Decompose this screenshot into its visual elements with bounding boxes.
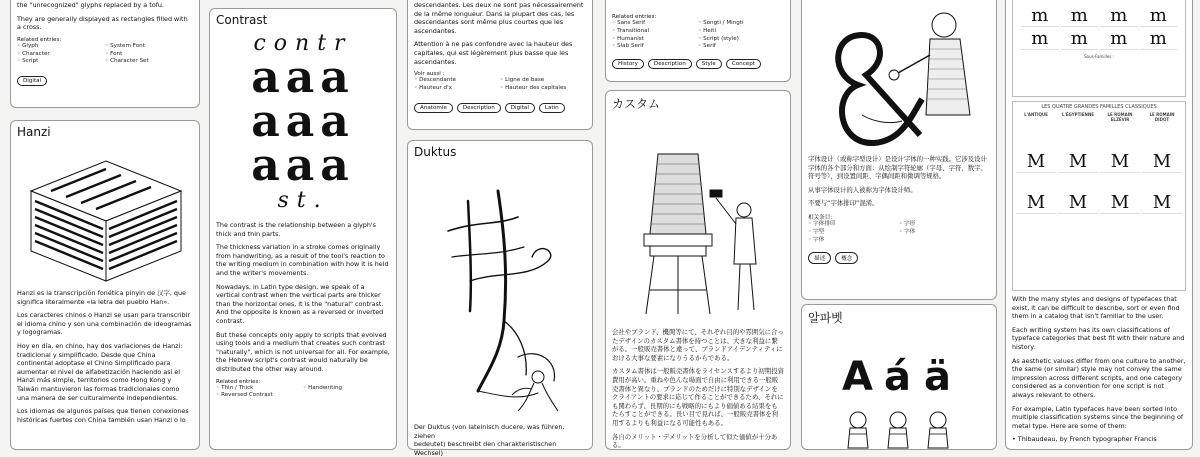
card-duktus[interactable] [407, 140, 593, 457]
text-line: the "unrecognized" glyphs replaced by a tofu. [17, 1, 164, 9]
catalog-head: L'ANTIQUE [1024, 112, 1048, 117]
card-contrast[interactable] [209, 8, 397, 450]
custom-illustration [606, 114, 790, 322]
paragraph: カスタム書体は一般販売書体をライセンスするより初期投資費用が高い。重ねや色んな場面で自由に利用できる一般販売書体と異なり、ブランドのためだけに特別なデザインをクライアントの要求に応じて作ることができるため、それにも関わらず、長期的にも戦略的にもより価値ある結果をもたらすことができる。長い目で見れば、一般販売書体を利用するよりも利益になる可能性もある。 [612, 367, 784, 427]
illus-row: aaa [251, 96, 355, 147]
card-classification-en[interactable] [1005, 0, 1193, 450]
card-glyph-tofu[interactable] [10, 0, 200, 108]
tag-digital[interactable]: Digital [17, 76, 47, 86]
catalog-head: LE ROMAIN DIDOT [1149, 112, 1175, 122]
duktus-illustration [408, 161, 592, 423]
tag-style[interactable]: Style [696, 59, 722, 69]
related-link[interactable]: ◦ Descendante [414, 77, 500, 85]
card-title: 알파벳 [808, 311, 843, 325]
related-link[interactable]: ◦ 字形 [899, 221, 990, 229]
card-title: カスタム [612, 97, 661, 111]
catalog-letter: M [1100, 152, 1140, 173]
paragraph: The thickness variation in a stroke comes originally from handwriting, as a result of the tool's reaction to the writing medium in combination with how it is held and the writer's movements. [216, 243, 389, 277]
catalog-letter: M [1016, 152, 1056, 173]
svg-text:A: A [842, 354, 873, 400]
related-link[interactable]: ◦ Thin / Thick [216, 385, 303, 393]
related-link[interactable]: ◦ Font [105, 51, 193, 59]
related-link[interactable]: ◦ Reversed Contrast [216, 392, 303, 400]
paragraph: Hoy en día, en chino, hay dos variaciones de Hanzi: tradicional y simplificado. Desde que China continental adoptase el Chino Simplificado para aumentar el nivel de alfabetización haciendo así el Hanzi más simple, territorios como Hong Kong y Taiwán mantuvieron las formas tradicionales como una manera de ser culturalmente independientes. [17, 341, 183, 402]
card-custom[interactable] [605, 90, 791, 450]
paragraph: The contrast is the relationship between a glyph's thick and thin parts. [216, 221, 376, 238]
tag-description[interactable]: Description [648, 59, 692, 69]
related-label: 相关条目： [808, 214, 836, 221]
paragraph: descendantes. Les deux ne sont pas nécessairement de la même longueur. Dans la plupart des cas, les descendantes sont même plus courtes que les ascendantes. [414, 1, 584, 35]
related-link[interactable]: ◦ Serif [698, 43, 784, 51]
related-link[interactable]: ◦ Slab Serif [612, 43, 698, 51]
tag-concept[interactable]: 概念 [835, 252, 858, 264]
related-list [408, 77, 592, 93]
related-link[interactable]: ◦ Heiti [698, 28, 784, 36]
illus-word: contr [253, 31, 353, 56]
text-line: bedeutet) beschreibt den charakteristischen Wechsel) [414, 440, 557, 457]
catalog-head: L'ÉGYPTIENNE [1062, 112, 1094, 117]
paragraph: For example, Latin typefaces have been sorted into multiple classification systems since the beginning of metal type. Here are some of them: [1012, 404, 1184, 430]
catalog-letter: M [1142, 193, 1182, 214]
paragraph: Attention à ne pas confondre avec la hauteur des capitales, qui est légèrement plus basse que les ascendantes. [414, 40, 573, 66]
related-link[interactable]: ◦ Script (style) [698, 36, 784, 44]
tag-description[interactable]: Description [457, 103, 501, 113]
paragraph: 不要与“字体排印”混淆。 [808, 199, 879, 208]
related-link[interactable]: ◦ Handwriting [303, 385, 390, 393]
related-link[interactable]: ◦ Glyph [17, 43, 105, 51]
tag-digital[interactable]: Digital [505, 103, 535, 113]
catalog-letter: m [1100, 6, 1138, 27]
related-link[interactable]: ◦ 字型 [808, 229, 899, 237]
card-classification[interactable] [605, 0, 791, 82]
paragraph: Los idiomas de algunos países que tienen conexiones históricas fuertes con China también usan Hanzi o lo [17, 407, 189, 424]
card-alphabet-ko[interactable] [801, 304, 997, 450]
catalog-letter: m [1061, 29, 1099, 50]
catalog-sub-label: Sous-Familles : [1084, 54, 1114, 59]
catalog-letter: M [1016, 193, 1056, 214]
related-label: Related entries: [612, 14, 657, 20]
related-link[interactable]: ◦ Hauteur d'x [414, 85, 500, 93]
catalog-letter: m [1021, 29, 1059, 50]
catalog-letter: M [1058, 193, 1098, 214]
catalog-head: LE ROMAIN ELZÉVIR [1107, 112, 1133, 122]
illus-row: aaa [251, 52, 355, 103]
tag-latin[interactable]: Latin [539, 103, 565, 113]
related-label: Related entries: [17, 36, 62, 43]
svg-text:ä: ä [924, 354, 951, 400]
catalog-letter: m [1140, 6, 1178, 27]
text-line: Der Duktus (von lateinisch ducere, was führen, ziehen [414, 423, 565, 440]
illus-row: aaa [251, 140, 355, 191]
card-descender[interactable] [407, 0, 593, 130]
hanzi-illustration [11, 141, 199, 289]
card-title: Contrast [216, 13, 268, 27]
paragraph: 从事字体设计的人被称为字体设计师。 [808, 185, 917, 194]
related-link[interactable]: ◦ Character Set [105, 58, 193, 66]
related-label: Voir aussi : [414, 71, 445, 78]
related-link[interactable]: ◦ Transitional [612, 28, 698, 36]
illus-word: st. [277, 188, 329, 213]
tag-history[interactable]: History [612, 59, 644, 69]
related-link[interactable]: ◦ Songti / Mingti [698, 20, 784, 28]
contrast-illustration [210, 29, 396, 213]
paragraph: 字体设计（或称字型设计）是设计字体的一种实践。它涉及设计字体的各个部分和方面：从绘制字符轮廓（字母、字符、数字、符号等），到设置间距、字偶间距和微调等规格。 [808, 155, 987, 181]
card-type-design-zh[interactable] [801, 0, 997, 300]
catalog-letter: M [1100, 193, 1140, 214]
card-hanzi[interactable] [10, 120, 200, 450]
paragraph: Hanzi es la transcripción fonética pinyin de 汉字, que significa literalmente «la letra del pueblo Han». [17, 289, 186, 306]
catalog-letter: M [1058, 152, 1098, 173]
paragraph: With the many styles and designs of typefaces that exist, it can be difficult to describe, sort or even find them in a catalog that isn't familiar to the user. [1012, 295, 1180, 321]
paragraph: Nowadays, in Latin type design, we speak of a vertical contrast when the vertical parts are thicker than the horizontal ones, it is the "natural" contrast. And the opposite is known as a reversed or inverted contrast. [216, 282, 384, 325]
related-link[interactable]: ◦ Script [17, 58, 105, 66]
tag-anatomie[interactable]: Anatomie [414, 103, 453, 113]
related-link[interactable]: ◦ Humanist [612, 36, 698, 44]
paragraph: Each writing system has its own classifications of typeface categories that best fit with their nature and history. [1012, 325, 1185, 351]
paragraph: But these concepts only apply to scripts that evolved using tools and a medium that creates such contrast "naturally", which is not universal for all. For example, the Hebrew script's contrast would naturally be distributed the other way around. [216, 330, 390, 373]
related-link[interactable]: ◦ 字体 [808, 237, 899, 245]
related-link[interactable]: ◦ Hauteur des capitales [500, 85, 586, 93]
related-link[interactable]: ◦ System Font [105, 43, 193, 51]
related-list [606, 20, 790, 51]
related-list [802, 221, 996, 244]
tag-concept[interactable]: Concept [726, 59, 761, 69]
alphabet-illustration [802, 328, 996, 448]
paragraph: Los caracteres chinos o Hanzi se usan para transcribir el idioma chino y son una combinación de ideogramas y logogramas. [17, 311, 192, 337]
related-list [210, 385, 396, 401]
catalog-title: LES QUATRE GRANDES FAMILLES CLASSIQUES [1041, 104, 1157, 110]
catalog-letter: m [1140, 29, 1178, 50]
paragraph: 各自のメリット・デメリットを分析して似た価値が十分ある。 [612, 432, 778, 450]
catalog-letter: m [1100, 29, 1138, 50]
ampersand-illustration [802, 0, 996, 155]
catalog-families-image [1012, 101, 1186, 291]
related-link[interactable]: ◦ Ligne de base [500, 77, 586, 85]
svg-text:á: á [884, 354, 911, 400]
paragraph: 会社やブランド、機関等にて、それぞれ目的や雰囲気に合ったデザインのカスタム書体を持つことは、大きな利益に繋がる。一般販売書体と違って、ブランドアイデンティティにおける大事な要素になりうるからである。 [612, 328, 784, 362]
related-link[interactable]: ◦ 字体排印 [808, 221, 899, 229]
related-link[interactable]: ◦ Sans Serif [612, 20, 698, 28]
paragraph: As aesthetic values differ from one culture to another, the same (or similar) style may not convey the same impression across different scripts, and one category considered as a convention for one script is not always relevant to others. [1012, 356, 1186, 399]
paragraph: • Thibaudeau, by French typographer Francis [1012, 435, 1157, 444]
card-title: Duktus [414, 145, 457, 159]
catalog-letter: m [1021, 6, 1059, 27]
catalog-letter: m [1061, 6, 1099, 27]
related-link[interactable]: ◦ 字体 [899, 229, 990, 237]
text-line: They are generally displayed as rectangles filled with a cross. [17, 14, 188, 32]
catalog-top-image [1012, 0, 1186, 97]
card-title: Hanzi [17, 125, 51, 139]
related-list [11, 43, 199, 66]
catalog-letter: M [1142, 152, 1182, 173]
related-link[interactable]: ◦ Character [17, 51, 105, 59]
related-label: Related entries: [216, 378, 261, 385]
tag-description[interactable]: 描述 [808, 252, 831, 264]
